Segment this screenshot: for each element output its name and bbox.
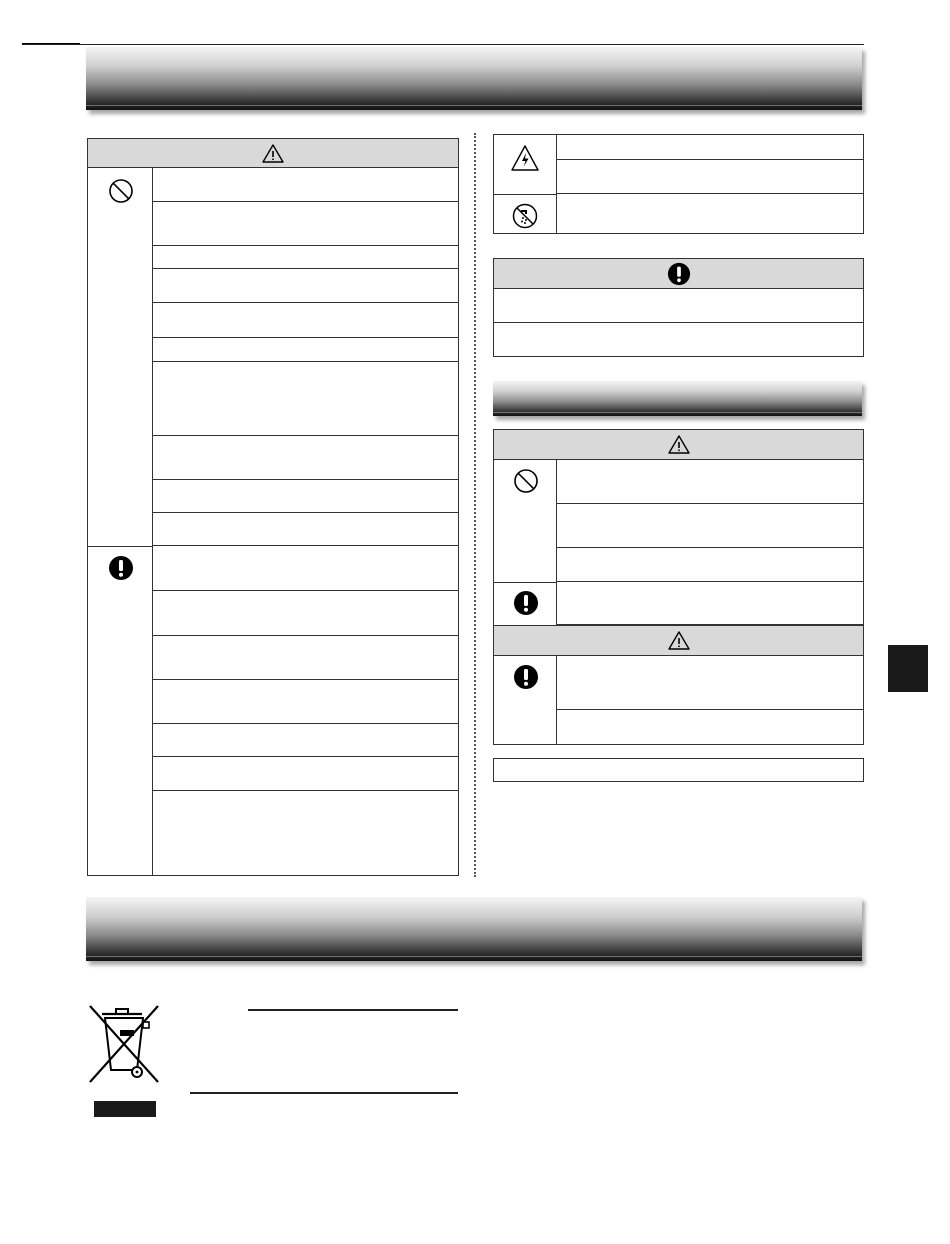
warning-cell <box>153 167 458 202</box>
warning-cell <box>557 459 863 504</box>
caution-triangle-icon <box>262 144 284 163</box>
warning-cell <box>153 724 458 757</box>
warning-cell <box>557 548 863 582</box>
warning-cell <box>153 513 458 546</box>
warning-table-header <box>88 139 458 168</box>
caution-cell <box>557 655 863 710</box>
warning-table-header <box>494 430 863 460</box>
warning-cell <box>153 303 458 338</box>
right-section-banner <box>493 381 862 416</box>
caution-cell <box>557 710 863 744</box>
caution-cell <box>494 323 863 356</box>
warning-cell <box>153 246 458 269</box>
warning-cell <box>557 194 863 233</box>
left-warning-table <box>87 138 459 876</box>
mandatory-exclamation-icon <box>108 555 134 581</box>
section-tab <box>888 645 928 692</box>
caution-cell <box>494 288 863 323</box>
warning-cell <box>153 436 458 480</box>
warning-cell <box>153 480 458 513</box>
left-icon-column <box>88 167 153 875</box>
caution-table-header <box>494 259 863 289</box>
warning-cell <box>557 582 863 625</box>
warning-cell <box>557 160 863 194</box>
warning-cell <box>153 791 458 875</box>
caution-triangle-icon <box>668 435 690 454</box>
prohibition-icon <box>513 468 539 494</box>
prohibition-icon <box>108 178 134 204</box>
warning-cell <box>153 202 458 246</box>
mandatory-exclamation-icon <box>667 262 691 286</box>
warning-cell <box>153 546 458 591</box>
electric-shock-triangle-icon <box>511 145 539 171</box>
warning-cell <box>557 504 863 548</box>
note-box <box>493 758 864 782</box>
warning-cell <box>153 636 458 680</box>
caution-triangle-icon <box>668 631 690 650</box>
warning-cell <box>153 338 458 362</box>
no-water-splash-icon <box>512 203 538 229</box>
crossed-out-wheelie-bin-icon <box>86 1000 164 1088</box>
right-top-table <box>493 134 864 234</box>
caution-table-header <box>494 625 863 656</box>
warning-cell <box>153 591 458 636</box>
right-caution-table <box>493 258 864 357</box>
right-lower-table <box>493 429 864 745</box>
mandatory-exclamation-icon <box>513 590 539 616</box>
top-section-banner <box>86 47 862 110</box>
text-rule <box>190 1092 458 1094</box>
disposal-bar <box>94 1101 156 1117</box>
bottom-section-banner <box>86 897 862 961</box>
warning-cell <box>153 362 458 436</box>
text-rule <box>248 1009 458 1011</box>
mandatory-exclamation-icon <box>513 664 539 690</box>
column-divider <box>474 133 476 877</box>
header-rule <box>22 44 864 45</box>
warning-cell <box>153 269 458 303</box>
warning-cell <box>557 135 863 160</box>
warning-cell <box>153 757 458 791</box>
warning-cell <box>153 680 458 724</box>
